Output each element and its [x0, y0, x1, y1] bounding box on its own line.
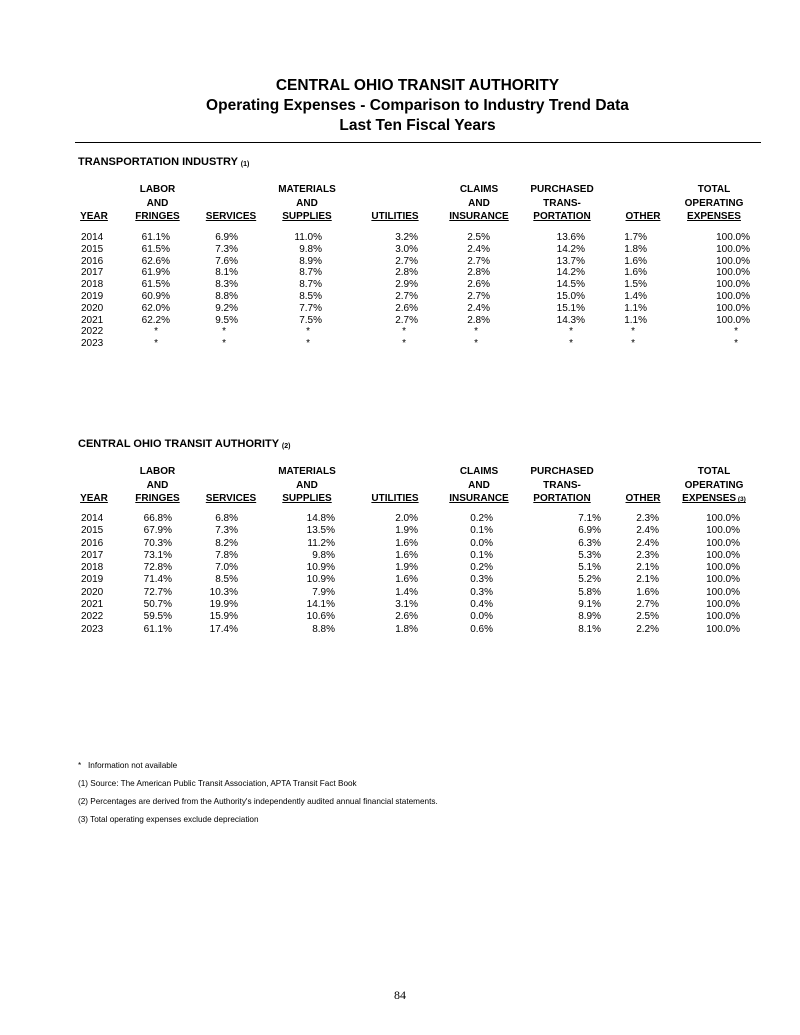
cell-labor-and-fringes: 50.7%: [143, 599, 172, 611]
header-line: AND: [146, 197, 169, 209]
cell-claims-and-insurance: 0.3%: [470, 586, 493, 598]
cell-utilities: 3.2%: [395, 232, 418, 243]
cell-materials-and-supplies: 7.9%: [312, 586, 335, 598]
cell-utilities: 1.6%: [395, 549, 418, 561]
total-footnote-ref: (3): [736, 496, 746, 503]
cell-materials-and-supplies: 11.2%: [307, 537, 335, 549]
cell-materials-and-supplies: 14.1%: [306, 599, 335, 611]
cota-section-heading: [78, 438, 290, 450]
cell-materials-and-supplies: 8.5%: [299, 290, 322, 302]
cell-year: 2017: [81, 267, 104, 279]
cell-year: 2020: [81, 586, 104, 598]
header-line: OTHER: [625, 493, 661, 504]
table-row: [0, 338, 800, 350]
cell-claims-and-insurance: 0.4%: [470, 599, 493, 611]
cell-total-operating-expenses: 100.0%: [706, 549, 740, 561]
header-line: TRANS-: [543, 197, 581, 209]
header-line: [365, 479, 425, 493]
cell-utilities: *: [402, 338, 406, 350]
cell-year: 2014: [81, 232, 104, 243]
cell-services: 17.4%: [209, 623, 238, 635]
cell-year: 2021: [81, 314, 104, 326]
cell-labor-and-fringes: 61.1%: [143, 623, 172, 635]
cell-labor-and-fringes: 62.6%: [141, 255, 170, 267]
header-line: AND: [468, 479, 490, 491]
cell-total-operating-expenses: 100.0%: [706, 586, 740, 598]
cell-claims-and-insurance: 2.7%: [467, 290, 490, 302]
header-line: TOTAL: [697, 184, 731, 195]
header-line: EXPENSES (3): [682, 493, 746, 504]
header-line: [76, 479, 112, 493]
table-row: [0, 256, 800, 268]
cell-year: 2022: [81, 326, 104, 338]
cell-other: 2.7%: [636, 599, 659, 611]
cell-total-operating-expenses: 100.0%: [716, 302, 750, 314]
cell-purchased-transportation: 15.1%: [556, 302, 585, 314]
header-line: OTHER: [625, 211, 661, 222]
column-header-claims-and-insurance: [444, 465, 514, 506]
header-line: SERVICES: [205, 211, 257, 222]
cell-other: 2.4%: [636, 537, 659, 549]
cell-services: 8.8%: [215, 290, 238, 302]
report-title: CENTRAL OHIO TRANSIT AUTHORITY: [275, 77, 560, 94]
cell-services: 8.5%: [215, 574, 238, 586]
cell-total-operating-expenses: 100.0%: [706, 513, 740, 524]
header-line: PORTATION: [533, 493, 591, 504]
table-row: [0, 562, 800, 574]
table-row: [0, 291, 800, 303]
table-row: [0, 279, 800, 291]
table-row: [0, 513, 800, 525]
cell-total-operating-expenses: 100.0%: [706, 623, 740, 635]
cell-purchased-transportation: 5.1%: [578, 562, 601, 574]
table-row: [0, 538, 800, 550]
cell-utilities: 1.4%: [395, 586, 418, 598]
cell-labor-and-fringes: 62.0%: [141, 302, 170, 314]
header-line: PORTATION: [533, 211, 591, 222]
cell-utilities: 2.7%: [395, 314, 418, 326]
cell-total-operating-expenses: 100.0%: [706, 599, 740, 611]
column-header-services: [200, 183, 262, 224]
cell-total-operating-expenses: 100.0%: [706, 611, 740, 623]
header-line: [365, 465, 425, 479]
cell-year: 2022: [81, 611, 104, 623]
cell-labor-and-fringes: *: [154, 326, 158, 338]
cell-purchased-transportation: 14.5%: [556, 279, 585, 291]
cell-services: 8.2%: [215, 537, 238, 549]
table-row: [0, 611, 800, 623]
cell-materials-and-supplies: 14.8%: [306, 513, 335, 524]
cell-services: 19.9%: [209, 599, 238, 611]
column-header-labor-and-fringes: [120, 183, 195, 224]
header-line: UTILITIES: [371, 211, 419, 222]
header-line: AND: [296, 197, 318, 209]
cell-year: 2018: [81, 279, 104, 291]
column-header-purchased-transportation: [520, 183, 604, 224]
cell-claims-and-insurance: 2.5%: [467, 232, 490, 243]
cell-purchased-transportation: 13.7%: [556, 255, 585, 267]
cell-utilities: 1.9%: [395, 562, 418, 574]
cota-footnote-ref: (2): [281, 443, 291, 450]
cell-year: 2023: [81, 623, 104, 635]
header-line: [618, 479, 668, 493]
column-header-other: [618, 465, 668, 506]
cell-materials-and-supplies: 8.7%: [299, 279, 322, 291]
column-header-year: [76, 465, 112, 506]
footnote-unavailable: * Information not available: [78, 761, 178, 770]
header-line: INSURANCE: [449, 211, 509, 222]
cell-services: 8.3%: [215, 279, 238, 291]
cell-materials-and-supplies: 8.8%: [312, 623, 335, 635]
cell-purchased-transportation: 13.6%: [556, 232, 585, 243]
footnote-1: (1) Source: The American Public Transit Association, APTA Transit Fact Book: [78, 779, 357, 788]
table-row: [0, 587, 800, 599]
cell-other: 1.5%: [624, 279, 647, 291]
header-line: SUPPLIES: [282, 211, 332, 222]
cell-labor-and-fringes: 67.9%: [143, 525, 172, 537]
cell-labor-and-fringes: 60.9%: [141, 290, 170, 302]
cell-purchased-transportation: *: [569, 338, 573, 350]
cell-year: 2015: [81, 525, 104, 537]
cell-total-operating-expenses: 100.0%: [716, 290, 750, 302]
cell-materials-and-supplies: 8.7%: [299, 267, 322, 279]
cell-purchased-transportation: 6.9%: [578, 525, 601, 537]
cell-materials-and-supplies: 8.9%: [299, 255, 322, 267]
cell-other: *: [631, 326, 635, 338]
industry-heading-text: TRANSPORTATION INDUSTRY: [78, 156, 238, 168]
cell-year: 2019: [81, 290, 104, 302]
report-subtitle: Operating Expenses - Comparison to Industry Trend Data: [206, 97, 629, 114]
cell-labor-and-fringes: 73.1%: [143, 549, 172, 561]
cell-other: 1.1%: [624, 302, 647, 314]
report-period: Last Ten Fiscal Years: [339, 117, 496, 134]
column-header-claims-and-insurance: [444, 183, 514, 224]
column-header-labor-and-fringes: [120, 465, 195, 506]
footnote-2: (2) Percentages are derived from the Authority's independently audited annual financial statements.: [78, 797, 438, 806]
cell-other: 2.3%: [636, 513, 659, 524]
header-line: CLAIMS: [459, 184, 499, 195]
footnote-3: (3) Total operating expenses exclude depreciation: [78, 815, 259, 824]
table-row: [0, 525, 800, 537]
table-row: [0, 624, 800, 636]
header-line: [200, 197, 262, 211]
header-line: MATERIALS: [278, 184, 336, 195]
cell-services: 10.3%: [209, 586, 238, 598]
cell-other: 1.7%: [624, 232, 647, 243]
cell-year: 2017: [81, 549, 104, 561]
cell-other: 2.3%: [636, 549, 659, 561]
industry-section-heading: [78, 156, 249, 168]
cell-utilities: 1.6%: [395, 574, 418, 586]
header-line: LABOR: [139, 466, 176, 477]
header-line: SUPPLIES: [282, 493, 332, 504]
cell-other: 2.4%: [636, 525, 659, 537]
cell-labor-and-fringes: 71.4%: [143, 574, 172, 586]
cell-utilities: *: [402, 326, 406, 338]
cell-services: 7.3%: [215, 243, 238, 255]
cell-total-operating-expenses: 100.0%: [716, 267, 750, 279]
cell-claims-and-insurance: *: [474, 338, 478, 350]
cell-services: *: [222, 338, 226, 350]
cell-year: 2020: [81, 302, 104, 314]
cell-purchased-transportation: 6.3%: [578, 537, 601, 549]
cell-claims-and-insurance: 0.3%: [470, 574, 493, 586]
cell-other: *: [631, 338, 635, 350]
header-line: INSURANCE: [449, 493, 509, 504]
cell-purchased-transportation: 8.1%: [578, 623, 601, 635]
column-header-utilities: [365, 183, 425, 224]
cell-services: 9.5%: [215, 314, 238, 326]
cell-labor-and-fringes: 61.1%: [141, 232, 170, 243]
cell-purchased-transportation: 9.1%: [578, 599, 601, 611]
header-line: UTILITIES: [371, 493, 419, 504]
header-line: OPERATING: [684, 479, 744, 491]
cell-other: 1.4%: [624, 290, 647, 302]
header-line: EXPENSES: [687, 211, 741, 222]
cell-year: 2021: [81, 599, 104, 611]
cell-year: 2016: [81, 537, 104, 549]
cell-labor-and-fringes: 61.5%: [141, 279, 170, 291]
title-divider: [75, 142, 761, 143]
cell-utilities: 3.1%: [395, 599, 418, 611]
page-number: 84: [394, 988, 406, 1002]
cell-claims-and-insurance: 2.4%: [467, 302, 490, 314]
cell-claims-and-insurance: 0.0%: [470, 537, 493, 549]
cell-labor-and-fringes: 61.5%: [141, 243, 170, 255]
cell-services: 7.0%: [215, 562, 238, 574]
cell-utilities: 3.0%: [395, 243, 418, 255]
table-body: [0, 232, 800, 350]
header-line: FRINGES: [135, 211, 180, 222]
cell-other: 2.2%: [636, 623, 659, 635]
cell-materials-and-supplies: 7.5%: [299, 314, 322, 326]
cell-materials-and-supplies: 11.0%: [294, 232, 322, 243]
cota-heading-text: CENTRAL OHIO TRANSIT AUTHORITY: [78, 438, 279, 450]
header-line: YEAR: [80, 493, 108, 504]
cell-services: 15.9%: [209, 611, 238, 623]
cell-purchased-transportation: 14.2%: [556, 243, 585, 255]
header-line: FRINGES: [135, 493, 180, 504]
industry-footnote-ref: (1): [240, 161, 250, 168]
cell-utilities: 2.6%: [395, 302, 418, 314]
table-row: [0, 599, 800, 611]
cell-total-operating-expenses: 100.0%: [716, 314, 750, 326]
cell-total-operating-expenses: 100.0%: [716, 255, 750, 267]
cell-total-operating-expenses: 100.0%: [706, 562, 740, 574]
cell-services: 9.2%: [215, 302, 238, 314]
cell-labor-and-fringes: *: [154, 338, 158, 350]
header-line: TOTAL: [697, 466, 731, 477]
cell-claims-and-insurance: 2.7%: [467, 255, 490, 267]
cell-year: 2018: [81, 562, 104, 574]
cell-utilities: 1.8%: [395, 623, 418, 635]
table-row: [0, 326, 800, 338]
table-row: [0, 303, 800, 315]
cell-labor-and-fringes: 70.3%: [143, 537, 172, 549]
cell-total-operating-expenses: *: [734, 326, 738, 338]
cell-materials-and-supplies: *: [306, 338, 310, 350]
cell-other: 1.1%: [624, 314, 647, 326]
cell-purchased-transportation: 15.0%: [556, 290, 585, 302]
cell-year: 2014: [81, 513, 104, 524]
cell-other: 2.1%: [636, 562, 659, 574]
cell-services: *: [222, 326, 226, 338]
cell-claims-and-insurance: 0.6%: [470, 623, 493, 635]
cell-other: 2.1%: [636, 574, 659, 586]
cell-labor-and-fringes: 59.5%: [143, 611, 172, 623]
table-row: [0, 232, 800, 244]
cell-purchased-transportation: 8.9%: [578, 611, 601, 623]
cell-claims-and-insurance: 0.1%: [470, 525, 493, 537]
cell-claims-and-insurance: 0.2%: [470, 562, 493, 574]
header-line: TRANS-: [543, 479, 581, 491]
cell-utilities: 2.9%: [395, 279, 418, 291]
header-line: [200, 479, 262, 493]
table-row: [0, 244, 800, 256]
cell-claims-and-insurance: 0.0%: [470, 611, 493, 623]
column-header-materials-and-supplies: [272, 183, 342, 224]
column-header-year: [76, 183, 112, 224]
table-row: [0, 267, 800, 279]
cell-utilities: 2.8%: [395, 267, 418, 279]
cell-total-operating-expenses: 100.0%: [716, 232, 750, 243]
cell-services: 7.8%: [215, 549, 238, 561]
header-line: AND: [146, 479, 169, 491]
cell-claims-and-insurance: 0.1%: [470, 549, 493, 561]
header-line: [76, 183, 112, 197]
cell-claims-and-insurance: 2.4%: [467, 243, 490, 255]
cell-labor-and-fringes: 62.2%: [141, 314, 170, 326]
cell-materials-and-supplies: 7.7%: [299, 302, 322, 314]
cell-utilities: 2.7%: [395, 290, 418, 302]
cell-utilities: 2.6%: [395, 611, 418, 623]
table-body: [0, 513, 800, 636]
column-header-total-operating-expenses: [672, 183, 756, 224]
cell-labor-and-fringes: 72.8%: [143, 562, 172, 574]
cell-claims-and-insurance: 2.8%: [467, 267, 490, 279]
cell-purchased-transportation: 5.8%: [578, 586, 601, 598]
header-line: LABOR: [139, 184, 176, 195]
cell-services: 7.6%: [215, 255, 238, 267]
header-line: PURCHASED: [530, 466, 594, 477]
cell-other: 1.8%: [624, 243, 647, 255]
cell-year: 2016: [81, 255, 104, 267]
cell-labor-and-fringes: 66.8%: [143, 513, 172, 524]
header-line: SERVICES: [205, 493, 257, 504]
cell-utilities: 1.6%: [395, 537, 418, 549]
cell-purchased-transportation: 7.1%: [578, 513, 601, 524]
cell-other: 2.5%: [636, 611, 659, 623]
column-header-purchased-transportation: [520, 465, 604, 506]
cell-other: 1.6%: [624, 255, 647, 267]
cell-services: 6.8%: [215, 513, 238, 524]
cell-claims-and-insurance: *: [474, 326, 478, 338]
cell-other: 1.6%: [624, 267, 647, 279]
cell-purchased-transportation: *: [569, 326, 573, 338]
header-line: [200, 465, 262, 479]
header-line: PURCHASED: [530, 184, 594, 195]
cell-claims-and-insurance: 2.8%: [467, 314, 490, 326]
header-line: [618, 183, 668, 197]
cell-purchased-transportation: 5.2%: [578, 574, 601, 586]
header-line: OPERATING: [684, 197, 744, 209]
cell-labor-and-fringes: 61.9%: [141, 267, 170, 279]
header-line: [76, 465, 112, 479]
cell-year: 2023: [81, 338, 104, 350]
header-line: [365, 197, 425, 211]
cell-services: 8.1%: [215, 267, 238, 279]
table-row: [0, 550, 800, 562]
header-line: [618, 465, 668, 479]
cell-materials-and-supplies: 10.9%: [306, 562, 335, 574]
cell-purchased-transportation: 14.3%: [556, 314, 585, 326]
cell-services: 6.9%: [215, 232, 238, 243]
cell-year: 2015: [81, 243, 104, 255]
cell-claims-and-insurance: 0.2%: [470, 513, 493, 524]
cell-services: 7.3%: [215, 525, 238, 537]
cell-total-operating-expenses: 100.0%: [706, 525, 740, 537]
header-line: [76, 197, 112, 211]
cell-total-operating-expenses: 100.0%: [706, 574, 740, 586]
cell-materials-and-supplies: *: [306, 326, 310, 338]
column-header-materials-and-supplies: [272, 465, 342, 506]
column-header-total-operating-expenses: [672, 465, 756, 507]
header-line: AND: [468, 197, 490, 209]
cell-purchased-transportation: 5.3%: [578, 549, 601, 561]
cell-purchased-transportation: 14.2%: [556, 267, 585, 279]
cell-total-operating-expenses: *: [734, 338, 738, 350]
cell-total-operating-expenses: 100.0%: [716, 279, 750, 291]
cell-materials-and-supplies: 9.8%: [312, 549, 335, 561]
column-header-utilities: [365, 465, 425, 506]
header-line: MATERIALS: [278, 466, 336, 477]
table-row: [0, 315, 800, 327]
cell-materials-and-supplies: 10.9%: [306, 574, 335, 586]
header-line: [200, 183, 262, 197]
cell-year: 2019: [81, 574, 104, 586]
cell-total-operating-expenses: 100.0%: [706, 537, 740, 549]
header-line: AND: [296, 479, 318, 491]
table-row: [0, 574, 800, 586]
cell-utilities: 2.7%: [395, 255, 418, 267]
cell-other: 1.6%: [636, 586, 659, 598]
cell-materials-and-supplies: 9.8%: [299, 243, 322, 255]
column-header-services: [200, 465, 262, 506]
cell-claims-and-insurance: 2.6%: [467, 279, 490, 291]
column-header-other: [618, 183, 668, 224]
cell-labor-and-fringes: 72.7%: [143, 586, 172, 598]
cell-utilities: 1.9%: [395, 525, 418, 537]
header-line: YEAR: [80, 211, 108, 222]
header-line: CLAIMS: [459, 466, 499, 477]
cell-materials-and-supplies: 13.5%: [306, 525, 335, 537]
cell-total-operating-expenses: 100.0%: [716, 243, 750, 255]
cell-utilities: 2.0%: [395, 513, 418, 524]
header-line: [365, 183, 425, 197]
header-line: [618, 197, 668, 211]
cell-materials-and-supplies: 10.6%: [306, 611, 335, 623]
